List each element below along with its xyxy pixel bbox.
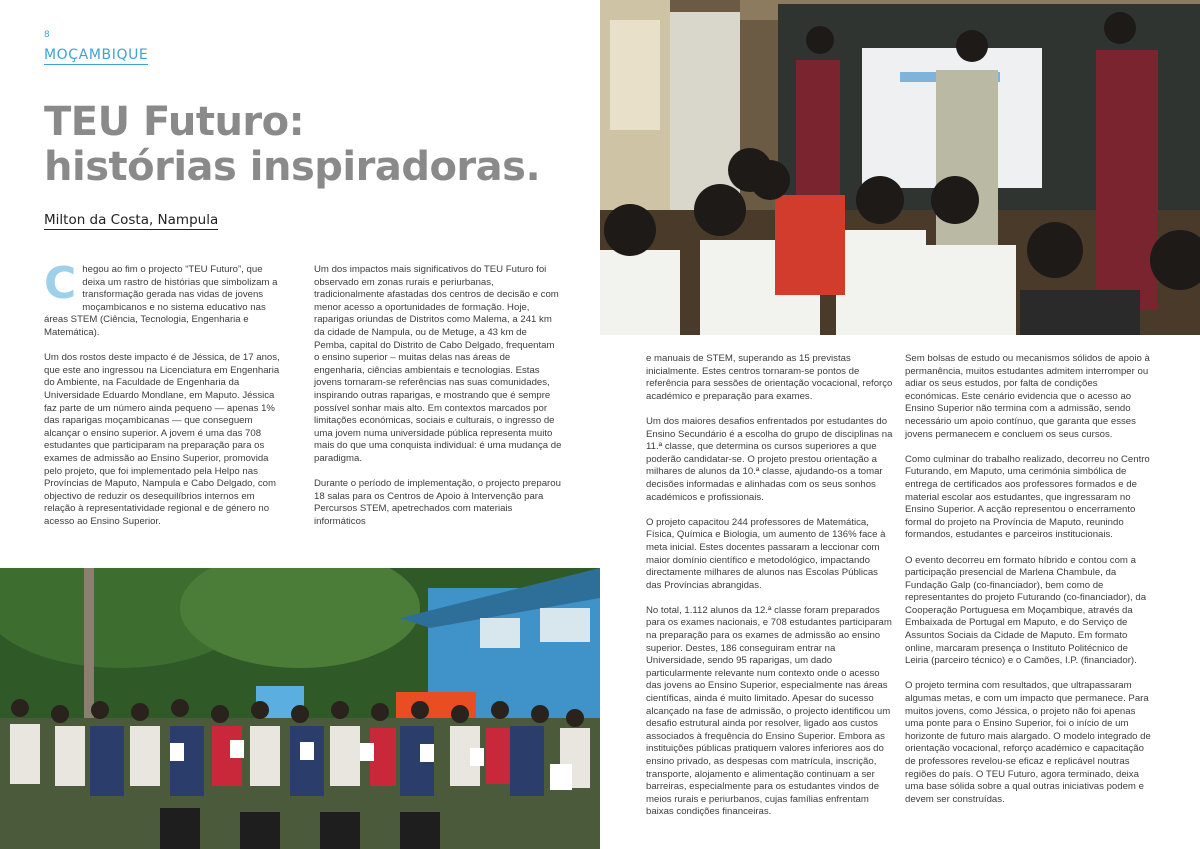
- paragraph: Durante o período de implementação, o projecto preparou 18 salas para os Centros de Apoio à Intervenção para Percursos STEM, apetrechados com materiais informáticos: [314, 478, 561, 527]
- paragraph: No total, 1.112 alunos da 12.ª classe foram preparados para os exames nacionais, e 708 estudantes participaram na preparação para os exames de admissão ao ensino superior. Destes, 186 conseguiram entrar na Universidade, sendo 95 raparigas, um dado particularmente relevante num contexto onde o acesso das jovens ao Ensino Superior, especialmente nas áreas científicas, ainda é muito limitado. Apesar do sucesso alcançado na fase de admissão, o projecto identificou um desafio estrutural ainda por resolver, ligado aos custos associados à frequência do Ensino Superior. Embora as instituições públicas pratiquem valores inferiores aos do ensino privado, as despesas com matrícula, inscrição, transporte, alojamento e alimentação continuam a ser barreiras, especialmente para os estudantes vindos de meios rurais e periurbanos, cujas famílias enfrentam baixas condições financeiras.: [646, 604, 892, 818]
- paragraph: O evento decorreu em formato híbrido e contou com a participação presencial de Marlena Chambule, da Fundação Galp (co-financiador), bem como de representantes do projeto Futurando (co-financiador), da Cooperação Portuguesa em Moçambique, através da Embaixada de Portugal em Maputo, e do Serviço de Assuntos Sociais da Cidade de Maputo. Em formato online, marcaram presença o Instituto Politécnico de Leiria (parceiro técnico) e o Camões, I.P. (financiador).: [905, 554, 1147, 667]
- article-author: Milton da Costa, Nampula: [44, 212, 219, 228]
- paragraph-text: hegou ao fim o projecto “TEU Futuro”, que deixa um rastro de histórias que simbolizam a transformação gerada nas vidas de jovens moçambicanos e no sistema educativo nas áreas STEM (Ciência, Tecnologia, Engenharia e Matemática).: [44, 264, 278, 338]
- article-title-line-2: histórias inspiradoras.: [44, 144, 541, 190]
- paragraph: Um dos impactos mais significativos do TEU Futuro foi observado em zonas rurais e periurbanas, tradicionalmente afastadas dos centros de decisão e com menor acesso a oportunidades de formação. Hoje, raparigas oriundas de Distritos como Malema, a 241 km da cidade de Nampula, ou de Metuge, a 43 km de Pemba, capital do Distrito de Cabo Delgado, frequentam o ensino superior – muitas delas nas áreas de engenharia, ciências ambientais e tecnologias. Estas jovens tornaram-se referências nas suas comunidades, inspirando outras raparigas, e mostrando que é sempre possível sonhar mais alto. Em contextos marcados por limitações económicas, sociais e culturais, o ingresso de uma jovem numa universidade pública representa muito mais do que uma conquista individual: é uma mudança de paradigma.: [314, 264, 562, 464]
- paragraph: O projeto termina com resultados, que ultrapassaram algumas metas, e com um impacto que permanece. Para muitos jovens, como Jéssica, o projeto não foi apenas uma ponte para o Ensino Superior, foi o início de um horizonte de futuro mais alargado. O modelo integrado de orientação vocacional, reforço académico e capacitação de professores revelou-se eficaz e replicável noutras regiões do país. O TEU Futuro, agora terminado, deixa uma base sólida sobre a qual outras iniciativas podem e devem ser construídas.: [905, 680, 1151, 805]
- article-title-line-1: TEU Futuro:: [44, 99, 305, 145]
- page-number: 8: [44, 30, 50, 40]
- text-column-4: [905, 353, 1153, 806]
- paragraph: Sem bolsas de estudo ou mecanismos sólidos de apoio à permanência, muitos estudantes admitem interromper ou adiar os seus estudos, por falta de condições económicas. Este cenário evidencia que o acesso ao Ensino Superior não termina com a admissão, sendo necessário um apoio contínuo, que garanta que esses jovens permanecem e concluem os seus cursos.: [905, 353, 1150, 440]
- article-title: [44, 100, 584, 190]
- paragraph: Um dos rostos deste impacto é de Jéssica, de 17 anos, que este ano ingressou na Licenciatura em Engenharia do Ambiente, na Faculdade de Engenharia da Universidade Eduardo Mondlane, em Maputo. Jéssica faz parte de um número ainda pequeno — apenas 1% das raparigas moçambicanas — que conseguem alcançar o ensino superior. A jovem é uma das 708 estudantes que participaram na preparação para os exames de admissão ao Ensino Superior, promovida pelo projeto, que foi implementado pela Helpo nas Províncias de Maputo, Nampula e Cabo Delgado, com objectivo de reduzir os desequilíbrios internos em relação à representatividade regional e de género no acesso ao Ensino Superior.: [44, 352, 280, 527]
- paragraph: Como culminar do trabalho realizado, decorreu no Centro Futurando, em Maputo, uma cerimónia simbólica de entrega de certificados aos professores formados e de material escolar aos estudantes, que ingressaram no Ensino Superior. A acção representou o encerramento formal do projeto na Província de Maputo, reunindo formandos, estudantes e parceiros institucionais.: [905, 453, 1150, 541]
- group-photo: [0, 568, 600, 849]
- paragraph: O projeto capacitou 244 professores de Matemática, Física, Química e Biologia, um aumento de 136% face à meta inicial. Estes docentes passaram a leccionar com maior domínio científico e metodológico, impactando directamente milhares de alunos nas Escolas Públicas das Províncias abrangidas.: [646, 516, 886, 591]
- text-column-3: [646, 353, 896, 819]
- group-photo-illustration: [0, 568, 600, 849]
- section-label: MOÇAMBIQUE: [44, 47, 149, 63]
- paragraph: [44, 258, 284, 340]
- classroom-photo: [600, 0, 1200, 335]
- classroom-photo-illustration: [600, 0, 1200, 335]
- text-column-2: [314, 264, 562, 528]
- text-column-1: [44, 258, 284, 528]
- paragraph: Um dos maiores desafios enfrentados por estudantes do Ensino Secundário é a escolha do grupo de disciplinas na 11.ª classe, que determina os cursos superiores a que poderão candidatar-se. O projeto prestou orientação a milhares de alunos da 10.ª classe, ajudando-os a tomar decisões informadas e alinhadas com os seus sonhos académicos e profissionais.: [646, 415, 893, 503]
- drop-cap: C: [44, 258, 77, 309]
- paragraph: e manuais de STEM, superando as 15 previstas inicialmente. Estes centros tornaram-se pontos de referência para sessões de orientação vocacional, reforço académico e preparação para exames.: [646, 353, 893, 402]
